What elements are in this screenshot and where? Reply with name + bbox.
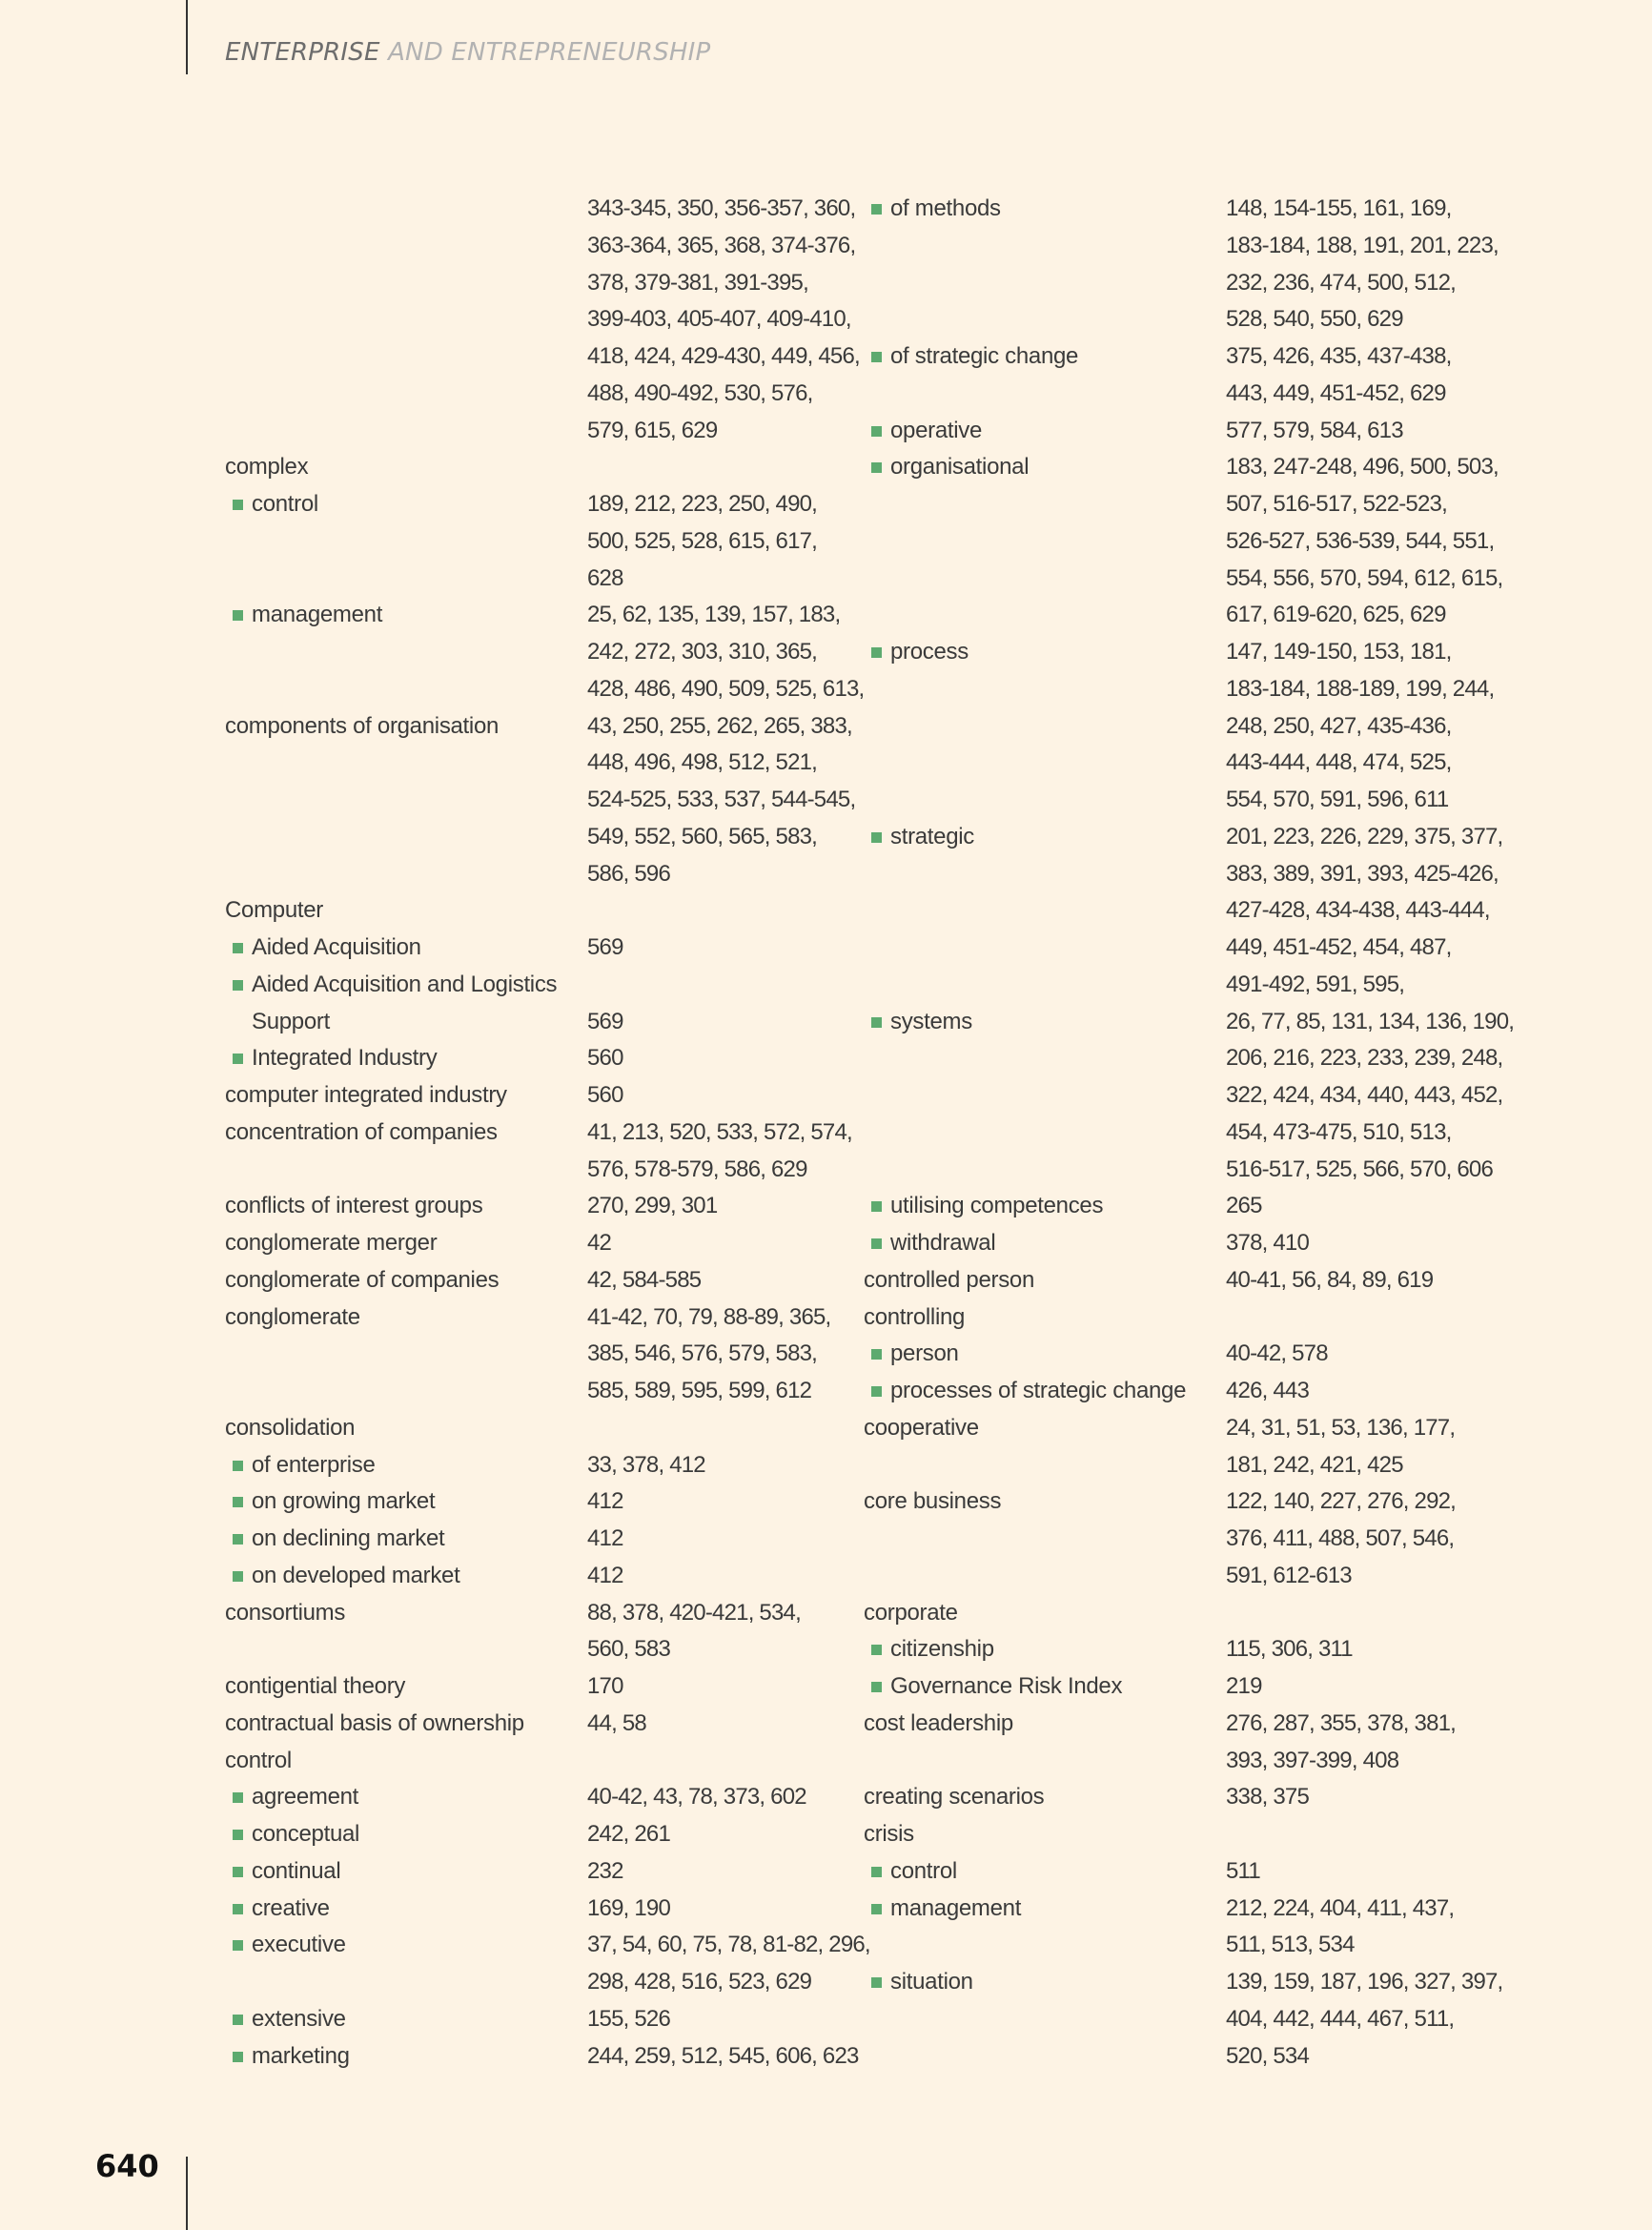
page-references: 212, 224, 404, 411, 437, — [1226, 1894, 1455, 1921]
index-entry — [225, 856, 949, 893]
index-entry — [225, 1410, 949, 1447]
page-references: 500, 525, 528, 615, 617, — [587, 527, 818, 554]
page-references: 206, 216, 223, 233, 239, 248, — [1226, 1045, 1503, 1072]
index-subterm: process — [890, 639, 969, 665]
index-subterm: processes of strategic change — [890, 1378, 1187, 1403]
page-references: 412 — [587, 1488, 623, 1515]
page-references: 201, 223, 226, 229, 375, 377, — [1226, 823, 1503, 849]
index-entry — [225, 1447, 949, 1484]
square-bullet-icon — [233, 1792, 243, 1803]
index-entry — [864, 892, 1588, 930]
index-subterm: executive — [252, 1932, 346, 1958]
square-bullet-icon — [871, 426, 882, 437]
page-references: 454, 473-475, 510, 513, — [1226, 1118, 1452, 1145]
index-entry — [864, 561, 1588, 598]
square-bullet-icon — [233, 610, 243, 621]
square-bullet-icon — [871, 1386, 882, 1397]
index-subterm: Support — [252, 1008, 330, 1034]
index-entry — [225, 1373, 949, 1410]
page-references: 242, 261 — [587, 1821, 671, 1847]
index-term: controlling — [864, 1303, 966, 1330]
index-entry — [864, 1521, 1588, 1558]
page-references: 155, 526 — [587, 2005, 671, 2032]
page-references: 183, 247-248, 496, 500, 503, — [1226, 454, 1499, 481]
index-entry — [225, 191, 949, 228]
index-entry — [225, 1668, 949, 1706]
index-subterm: withdrawal — [890, 1230, 996, 1256]
index-subterm: on declining market — [252, 1525, 445, 1551]
index-subterm: situation — [890, 1969, 973, 1995]
index-subterm: Integrated Industry — [252, 1045, 438, 1072]
index-entry — [864, 745, 1588, 782]
index-subterm: citizenship — [890, 1636, 994, 1663]
index-entry — [864, 1743, 1588, 1780]
square-bullet-icon — [233, 980, 243, 991]
page-references: 526-527, 536-539, 544, 551, — [1226, 527, 1495, 554]
page-references: 322, 424, 434, 440, 443, 452, — [1226, 1082, 1503, 1108]
index-entry — [864, 1483, 1588, 1521]
page-references: 40-41, 56, 84, 89, 619 — [1226, 1266, 1434, 1293]
index-entry — [225, 1521, 949, 1558]
index-entry — [225, 967, 949, 1004]
page-references: 376, 411, 488, 507, 546, — [1226, 1525, 1455, 1551]
page-references: 511 — [1226, 1857, 1260, 1884]
page-references: 412 — [587, 1525, 623, 1551]
page-references: 183-184, 188-189, 199, 244, — [1226, 675, 1495, 702]
square-bullet-icon — [871, 1238, 882, 1249]
page-references: 265 — [1226, 1193, 1262, 1219]
square-bullet-icon — [233, 1904, 243, 1914]
index-entry — [225, 413, 949, 450]
square-bullet-icon — [871, 352, 882, 362]
index-entry — [864, 1188, 1588, 1225]
index-entry — [225, 561, 949, 598]
index-entry — [864, 708, 1588, 746]
page-references: 183-184, 188, 191, 201, 223, — [1226, 232, 1499, 258]
page-references: 569 — [587, 1008, 623, 1034]
index-entry — [864, 930, 1588, 967]
index-entry — [225, 1706, 949, 1743]
square-bullet-icon — [871, 1201, 882, 1212]
index-entry — [225, 301, 949, 338]
index-entry — [225, 1558, 949, 1595]
page-references: 569 — [587, 934, 623, 960]
index-entry — [864, 967, 1588, 1004]
square-bullet-icon — [871, 1645, 882, 1655]
page-references: 520, 534 — [1226, 2042, 1310, 2069]
square-bullet-icon — [233, 2015, 243, 2025]
index-entry — [864, 338, 1588, 376]
square-bullet-icon — [233, 1830, 243, 1840]
page-references: 628 — [587, 564, 623, 591]
index-subterm: of enterprise — [252, 1451, 376, 1478]
page-references: 276, 287, 355, 378, 381, — [1226, 1709, 1457, 1736]
page-references: 511, 513, 534 — [1226, 1932, 1355, 1958]
index-entry — [225, 1077, 949, 1115]
page-references: 554, 570, 591, 596, 611 — [1226, 787, 1449, 812]
page-references: 585, 589, 595, 599, 612 — [587, 1378, 812, 1403]
page-references: 363-364, 365, 368, 374-376, — [587, 232, 856, 258]
index-entry — [225, 1779, 949, 1816]
index-entry — [225, 1853, 949, 1891]
page-references: 232, 236, 474, 500, 512, — [1226, 269, 1457, 296]
square-bullet-icon — [233, 1497, 243, 1507]
page-references: 528, 540, 550, 629 — [1226, 306, 1403, 333]
page-references: 115, 306, 311 — [1226, 1636, 1353, 1663]
index-term: corporate — [864, 1599, 958, 1626]
page-references: 383, 389, 391, 393, 425-426, — [1226, 860, 1499, 887]
index-entry — [225, 1336, 949, 1373]
page-references: 393, 397-399, 408 — [1226, 1747, 1399, 1773]
index-entry — [864, 1152, 1588, 1189]
square-bullet-icon — [871, 204, 882, 215]
index-term: conglomerate of companies — [225, 1266, 500, 1293]
page-references: 169, 190 — [587, 1894, 671, 1921]
square-bullet-icon — [871, 462, 882, 473]
index-entry — [225, 1152, 949, 1189]
index-entry — [864, 1891, 1588, 1928]
index-entry — [864, 1558, 1588, 1595]
page-references: 576, 578-579, 586, 629 — [587, 1156, 807, 1182]
index-entry — [864, 1779, 1588, 1816]
index-entry — [864, 523, 1588, 561]
index-term: conflicts of interest groups — [225, 1193, 483, 1219]
index-entry — [225, 1225, 949, 1262]
index-entry — [864, 1706, 1588, 1743]
page-references: 41-42, 70, 79, 88-89, 365, — [587, 1303, 831, 1330]
page-references: 443-444, 448, 474, 525, — [1226, 749, 1452, 776]
index-subterm: control — [252, 491, 318, 517]
index-entry — [864, 856, 1588, 893]
index-subterm: on growing market — [252, 1488, 436, 1515]
index-entry — [225, 1595, 949, 1632]
header-subtitle: AND ENTREPRENEURSHIP — [379, 38, 711, 67]
square-bullet-icon — [233, 500, 243, 510]
page-references: 232 — [587, 1857, 623, 1884]
square-bullet-icon — [233, 1940, 243, 1951]
index-entry — [864, 1004, 1588, 1041]
index-entry — [864, 1299, 1588, 1337]
index-entry — [864, 376, 1588, 413]
index-subterm: strategic — [890, 823, 975, 849]
page-references: 147, 149-150, 153, 181, — [1226, 639, 1452, 665]
page-references: 577, 579, 584, 613 — [1226, 417, 1403, 443]
page-references: 449, 451-452, 454, 487, — [1226, 934, 1452, 960]
index-entry — [864, 1336, 1588, 1373]
page-references: 181, 242, 421, 425 — [1226, 1451, 1403, 1478]
index-entry — [864, 1040, 1588, 1077]
index-entry — [225, 1040, 949, 1077]
page-references: 412 — [587, 1562, 623, 1588]
page-references: 617, 619-620, 625, 629 — [1226, 602, 1446, 628]
page-references: 44, 58 — [587, 1709, 646, 1736]
page-references: 40-42, 578 — [1226, 1340, 1328, 1367]
index-subterm: Governance Risk Index — [890, 1673, 1123, 1699]
index-subterm: marketing — [252, 2042, 350, 2069]
index-entry — [864, 1668, 1588, 1706]
index-term: cooperative — [864, 1414, 979, 1441]
index-entry — [225, 671, 949, 708]
index-term: control — [225, 1747, 292, 1773]
page-references: 25, 62, 135, 139, 157, 183, — [587, 602, 841, 628]
index-entry — [225, 597, 949, 634]
page-references: 248, 250, 427, 435-436, — [1226, 712, 1452, 739]
index-entry — [864, 191, 1588, 228]
index-entry — [225, 523, 949, 561]
square-bullet-icon — [233, 1534, 243, 1545]
page-references: 41, 213, 520, 533, 572, 574, — [587, 1118, 852, 1145]
page-references: 43, 250, 255, 262, 265, 383, — [587, 712, 852, 739]
index-term: creating scenarios — [864, 1784, 1045, 1811]
index-entry — [864, 1447, 1588, 1484]
index-entry — [225, 1631, 949, 1668]
page-references: 418, 424, 429-430, 449, 456, — [587, 343, 860, 369]
index-entry — [225, 1891, 949, 1928]
page-references: 560 — [587, 1045, 623, 1072]
index-entry — [864, 265, 1588, 302]
index-subterm: of methods — [890, 195, 1001, 221]
page-references: 524-525, 533, 537, 544-545, — [587, 787, 856, 812]
index-term: cost leadership — [864, 1709, 1013, 1736]
index-term: consolidation — [225, 1414, 356, 1441]
index-entry — [864, 228, 1588, 265]
index-entry — [225, 1004, 949, 1041]
index-entry — [225, 1743, 949, 1780]
index-entry — [864, 1964, 1588, 2001]
page-references: 426, 443 — [1226, 1378, 1310, 1403]
index-subterm: continual — [252, 1857, 341, 1884]
index-entry — [225, 708, 949, 746]
page-references: 554, 556, 570, 594, 612, 615, — [1226, 564, 1503, 591]
index-entry — [864, 1225, 1588, 1262]
page-references: 385, 546, 576, 579, 583, — [587, 1340, 818, 1367]
index-subterm: management — [890, 1894, 1022, 1921]
page-references: 560 — [587, 1082, 623, 1108]
index-entry — [225, 1115, 949, 1152]
page-references: 488, 490-492, 530, 576, — [587, 379, 813, 406]
index-entry — [225, 819, 949, 856]
index-subterm: organisational — [890, 454, 1030, 481]
index-term: complex — [225, 454, 309, 481]
page-references: 40-42, 43, 78, 373, 602 — [587, 1784, 806, 1811]
index-entry — [864, 782, 1588, 819]
index-entry — [225, 265, 949, 302]
index-entry — [225, 782, 949, 819]
index-entry — [225, 376, 949, 413]
index-term: conglomerate merger — [225, 1230, 438, 1256]
index-subterm: control — [890, 1857, 957, 1884]
page-references: 42 — [587, 1230, 612, 1256]
index-entry — [864, 819, 1588, 856]
page-references: 122, 140, 227, 276, 292, — [1226, 1488, 1457, 1515]
square-bullet-icon — [871, 1977, 882, 1988]
page-references: 427-428, 434-438, 443-444, — [1226, 897, 1490, 924]
page-references: 560, 583 — [587, 1636, 671, 1663]
page-references: 579, 615, 629 — [587, 417, 718, 443]
index-subterm: systems — [890, 1008, 972, 1034]
index-entry — [864, 1410, 1588, 1447]
index-entry — [225, 1262, 949, 1299]
square-bullet-icon — [233, 1054, 243, 1064]
index-entry — [225, 1483, 949, 1521]
index-entry — [225, 1188, 949, 1225]
page-references: 244, 259, 512, 545, 606, 623 — [587, 2042, 859, 2069]
index-entry — [225, 338, 949, 376]
index-subterm: Aided Acquisition — [252, 934, 421, 960]
page-references: 42, 584-585 — [587, 1266, 702, 1293]
index-entry — [225, 1964, 949, 2001]
index-subterm: Aided Acquisition and Logistics — [252, 971, 558, 997]
square-bullet-icon — [871, 1017, 882, 1028]
square-bullet-icon — [871, 647, 882, 658]
index-entry — [225, 634, 949, 671]
page-references: 448, 496, 498, 512, 521, — [587, 749, 818, 776]
page-references: 338, 375 — [1226, 1784, 1310, 1811]
index-entry — [225, 892, 949, 930]
page-references: 516-517, 525, 566, 570, 606 — [1226, 1156, 1493, 1182]
index-term: crisis — [864, 1821, 914, 1847]
index-subterm: management — [252, 602, 383, 628]
index-subterm: conceptual — [252, 1821, 360, 1847]
page-references: 586, 596 — [587, 860, 671, 887]
index-entry — [864, 634, 1588, 671]
page-references: 443, 449, 451-452, 629 — [1226, 379, 1446, 406]
index-entry — [864, 2038, 1588, 2076]
page-references: 170 — [587, 1673, 623, 1699]
page-references: 37, 54, 60, 75, 78, 81-82, 296, — [587, 1932, 870, 1958]
index-entry — [225, 930, 949, 967]
square-bullet-icon — [871, 1682, 882, 1692]
index-column-right — [864, 191, 1588, 2075]
square-bullet-icon — [233, 1571, 243, 1582]
index-subterm: utilising competences — [890, 1193, 1104, 1219]
index-entry — [864, 671, 1588, 708]
page-references: 375, 426, 435, 437-438, — [1226, 343, 1452, 369]
header-rule — [186, 0, 188, 74]
square-bullet-icon — [233, 943, 243, 953]
square-bullet-icon — [233, 2052, 243, 2062]
index-entry — [864, 301, 1588, 338]
index-entry — [864, 1115, 1588, 1152]
page-references: 507, 516-517, 522-523, — [1226, 491, 1447, 517]
index-term: Computer — [225, 897, 323, 924]
index-entry — [225, 486, 949, 523]
index-subterm: operative — [890, 417, 983, 443]
index-subterm: person — [890, 1340, 959, 1367]
index-entry — [225, 2001, 949, 2038]
index-term: controlled person — [864, 1266, 1035, 1293]
index-entry — [225, 1816, 949, 1853]
index-subterm: agreement — [252, 1784, 359, 1811]
index-term: consortiums — [225, 1599, 346, 1626]
index-entry — [864, 597, 1588, 634]
page-references: 428, 486, 490, 509, 525, 613, — [587, 675, 865, 702]
index-entry — [864, 1373, 1588, 1410]
page-references: 219 — [1226, 1673, 1262, 1699]
index-subterm: of strategic change — [890, 343, 1079, 369]
index-entry — [225, 1299, 949, 1337]
page-references: 189, 212, 223, 250, 490, — [587, 491, 818, 517]
page-references: 343-345, 350, 356-357, 360, — [587, 195, 856, 221]
index-entry — [864, 2001, 1588, 2038]
page-references: 591, 612-613 — [1226, 1562, 1352, 1588]
index-entry — [864, 1262, 1588, 1299]
page-number: 640 — [95, 2148, 159, 2184]
page-references: 298, 428, 516, 523, 629 — [587, 1969, 812, 1995]
page-references: 549, 552, 560, 565, 583, — [587, 823, 818, 849]
index-term: contractual basis of ownership — [225, 1709, 524, 1736]
index-entry — [225, 1927, 949, 1964]
page-references: 242, 272, 303, 310, 365, — [587, 639, 818, 665]
page-references: 399-403, 405-407, 409-410, — [587, 306, 851, 333]
running-header — [225, 38, 710, 67]
index-entry — [864, 1077, 1588, 1115]
square-bullet-icon — [233, 1461, 243, 1471]
index-term: contigential theory — [225, 1673, 406, 1699]
page-references: 148, 154-155, 161, 169, — [1226, 195, 1452, 221]
page-references: 491-492, 591, 595, — [1226, 971, 1405, 997]
page-references: 26, 77, 85, 131, 134, 136, 190, — [1226, 1008, 1515, 1034]
index-entry — [225, 228, 949, 265]
index-term: components of organisation — [225, 712, 500, 739]
index-entry — [225, 745, 949, 782]
footer-rule — [186, 2157, 188, 2230]
square-bullet-icon — [871, 1904, 882, 1914]
page-references: 378, 379-381, 391-395, — [587, 269, 808, 296]
index-entry — [864, 1927, 1588, 1964]
square-bullet-icon — [871, 1349, 882, 1360]
index-entry — [864, 486, 1588, 523]
index-entry — [864, 1595, 1588, 1632]
index-term: computer integrated industry — [225, 1082, 507, 1108]
index-entry — [864, 449, 1588, 486]
page-references: 24, 31, 51, 53, 136, 177, — [1226, 1414, 1456, 1441]
square-bullet-icon — [871, 1867, 882, 1877]
page-references: 378, 410 — [1226, 1230, 1310, 1256]
square-bullet-icon — [233, 1867, 243, 1877]
index-subterm: on developed market — [252, 1562, 460, 1588]
index-subterm: creative — [252, 1894, 330, 1921]
page-references: 270, 299, 301 — [587, 1193, 718, 1219]
index-term: concentration of companies — [225, 1118, 498, 1145]
index-entry — [225, 2038, 949, 2076]
page-references: 88, 378, 420-421, 534, — [587, 1599, 801, 1626]
page-references: 404, 442, 444, 467, 511, — [1226, 2005, 1455, 2032]
page-references: 33, 378, 412 — [587, 1451, 705, 1478]
index-entry — [864, 413, 1588, 450]
square-bullet-icon — [871, 832, 882, 843]
index-entry — [225, 449, 949, 486]
index-entry — [864, 1631, 1588, 1668]
page-references: 139, 159, 187, 196, 327, 397, — [1226, 1969, 1503, 1995]
header-title: ENTERPRISE — [225, 38, 380, 67]
index-term: core business — [864, 1488, 1002, 1515]
index-column-left — [225, 191, 949, 2075]
index-entry — [864, 1853, 1588, 1891]
index-entry — [864, 1816, 1588, 1853]
index-term: conglomerate — [225, 1303, 360, 1330]
index-subterm: extensive — [252, 2005, 346, 2032]
